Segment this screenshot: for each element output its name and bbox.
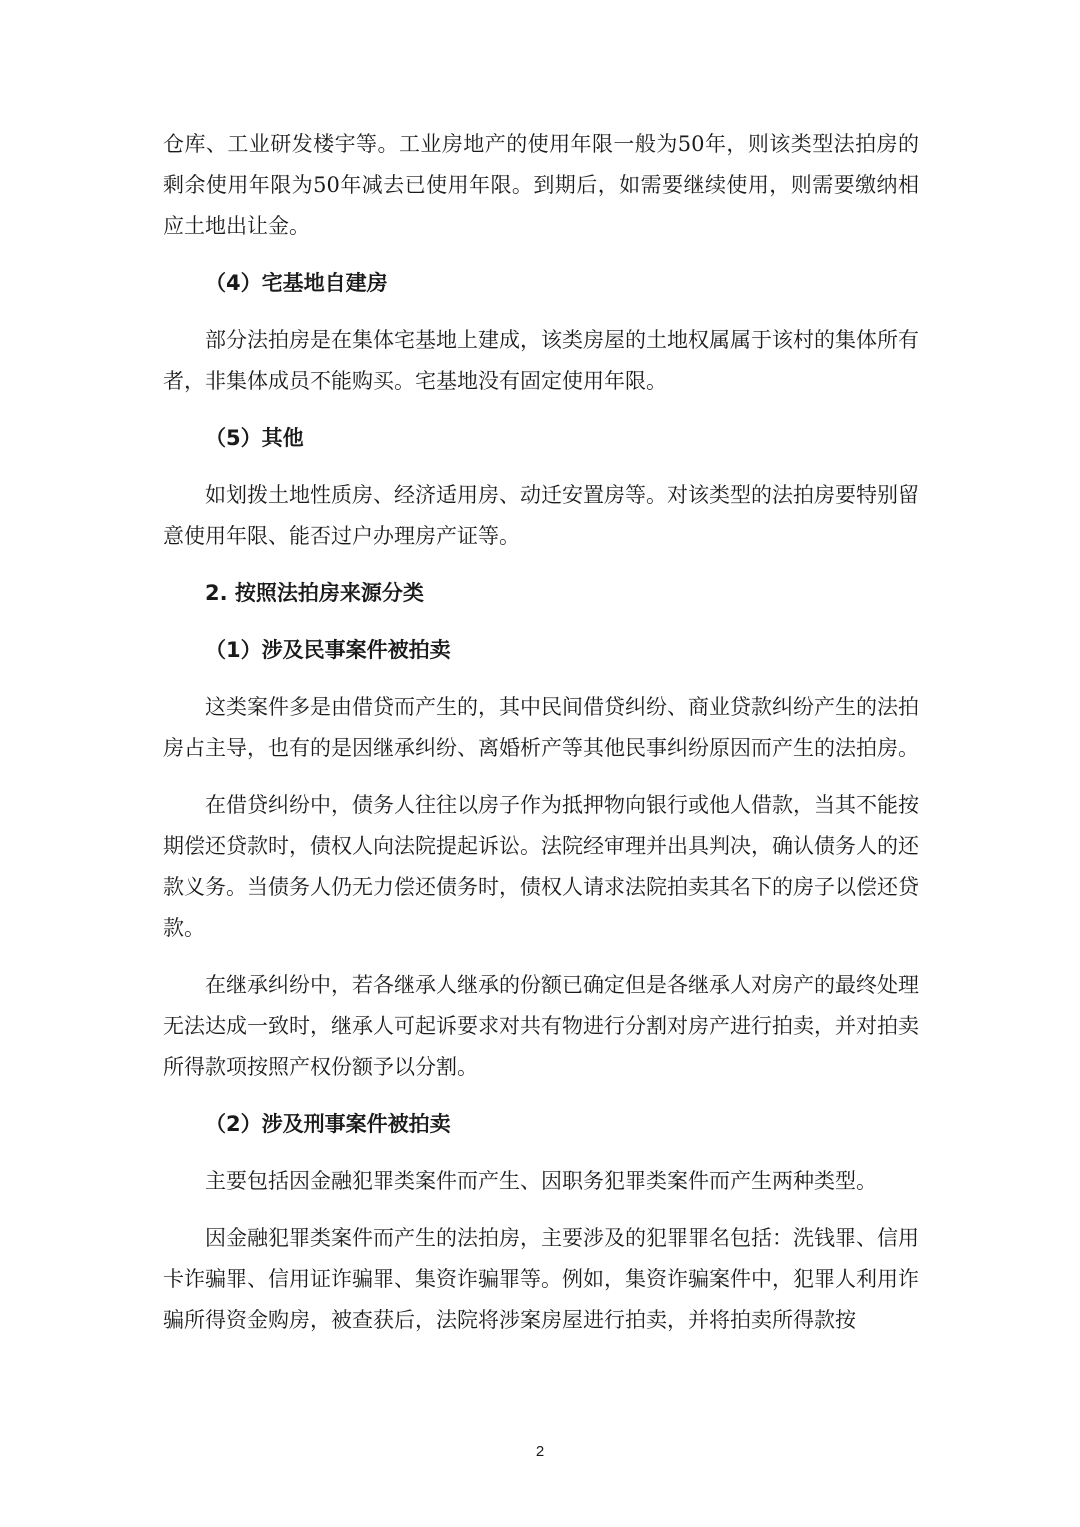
paragraph-civil-overview: 这类案件多是由借贷而产生的，其中民间借贷纠纷、商业贷款纠纷产生的法拍房占主导，也有的是因继承纠纷、离婚析产等其他民事纠纷原因而产生的法拍房。 bbox=[163, 695, 919, 760]
subheading-homestead-houses: （4）宅基地自建房 bbox=[205, 271, 388, 295]
subheading-criminal-cases: （2）涉及刑事案件被拍卖 bbox=[205, 1112, 451, 1136]
paragraph-loan-disputes: 在借贷纠纷中，债务人往往以房子作为抵押物向银行或他人借款，当其不能按期偿还贷款时，债权人向法院提起诉讼。法院经审理并出具判决，确认债务人的还款义务。当债务人仍无力偿还债务时，债权人请求法院拍卖其名下的房子以偿还贷款。 bbox=[163, 793, 919, 940]
page-content bbox=[163, 120, 919, 1357]
subheading-other: （5）其他 bbox=[205, 426, 304, 450]
paragraph-criminal-overview: 主要包括因金融犯罪类案件而产生、因职务犯罪类案件而产生两种类型。 bbox=[205, 1169, 877, 1193]
paragraph-inheritance-disputes: 在继承纠纷中，若各继承人继承的份额已确定但是各继承人对房产的最终处理无法达成一致时，继承人可起诉要求对共有物进行分割对房产进行拍卖，并对拍卖所得款项按照产权份额予以分割。 bbox=[163, 973, 919, 1079]
subheading-civil-cases: （1）涉及民事案件被拍卖 bbox=[205, 638, 451, 662]
paragraph-other: 如划拨土地性质房、经济适用房、动迁安置房等。对该类型的法拍房要特别留意使用年限、能否过户办理房产证等。 bbox=[163, 483, 919, 548]
paragraph-homestead: 部分法拍房是在集体宅基地上建成，该类房屋的土地权属属于该村的集体所有者，非集体成员不能购买。宅基地没有固定使用年限。 bbox=[163, 328, 919, 393]
page-number: 2 bbox=[535, 1443, 545, 1460]
paragraph-continued: 仓库、工业研发楼宇等。工业房地产的使用年限一般为50年，则该类型法拍房的剩余使用年限为50年减去已使用年限。到期后，如需要继续使用，则需要缴纳相应土地出让金。 bbox=[163, 132, 919, 238]
paragraph-financial-crimes: 因金融犯罪类案件而产生的法拍房，主要涉及的犯罪罪名包括：洗钱罪、信用卡诈骗罪、信用证诈骗罪、集资诈骗罪等。例如，集资诈骗案件中，犯罪人利用诈骗所得资金购房，被查获后，法院将涉案房屋进行拍卖，并将拍卖所得款按 bbox=[163, 1226, 919, 1332]
section-heading-by-source: 2. 按照法拍房来源分类 bbox=[205, 581, 424, 605]
